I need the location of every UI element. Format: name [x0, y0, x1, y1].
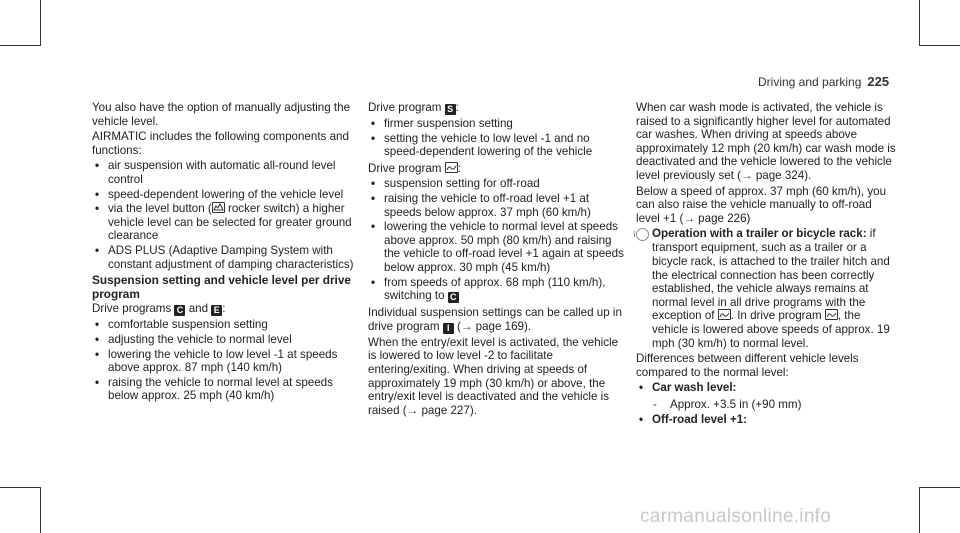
- crop-mark: [40, 0, 41, 46]
- column-2: [368, 101, 624, 419]
- crop-mark: [0, 45, 41, 46]
- list-item: • ADS PLUS (Adaptive Damping System with constant adjustment of damping characteristics): [92, 244, 354, 271]
- components-list: [92, 159, 354, 271]
- list-item: • via the level button ( rocker switch) a higher vehicle level can be selected for greater ground clearance: [92, 202, 354, 243]
- crop-mark: [40, 487, 41, 533]
- comfort-key-icon: C: [174, 305, 185, 316]
- sport-program-line: Drive program S :: [368, 101, 459, 114]
- sport-key-icon: S: [445, 104, 456, 115]
- carwash-value-list: [636, 398, 898, 412]
- list-item: • Car wash level:: [636, 381, 898, 395]
- crop-mark: [919, 0, 920, 46]
- individual-paragraph: Individual suspension settings can be called up in drive program I (→ page 169).: [368, 306, 622, 333]
- drive-programs-line: Drive programs C and E :: [92, 302, 226, 316]
- list-item: • raising the vehicle to off-road level +1 at speeds below approx. 37 mph (60 km/h): [368, 192, 624, 219]
- list-item: • comfortable suspension setting: [92, 318, 354, 332]
- offroad-program-line: Drive program :: [368, 161, 461, 175]
- eco-key-icon: E: [211, 305, 222, 316]
- level-button-icon: [212, 202, 225, 213]
- comfort-key-icon: C: [448, 292, 459, 303]
- list-item: • setting the vehicle to low level -1 and no speed-dependent lowering of the vehicle: [368, 132, 624, 159]
- offroad-icon: [718, 309, 731, 320]
- offroad-icon: [825, 309, 838, 320]
- section-title: Driving and parking: [758, 75, 862, 89]
- info-icon: i: [636, 228, 649, 241]
- list-item: • lowering the vehicle to low level -1 at speeds above approx. 87 mph (140 km/h): [92, 348, 354, 375]
- levels-list: [636, 381, 898, 395]
- offroad-icon: [445, 162, 458, 173]
- crop-mark: [0, 487, 41, 488]
- crop-mark: [919, 487, 920, 533]
- list-item: • suspension setting for off-road: [368, 177, 624, 191]
- differences-paragraph: Differences between different vehicle levels compared to the normal level:: [636, 352, 859, 379]
- column-3: [633, 101, 898, 430]
- section-heading: Suspension setting and vehicle level per drive program: [92, 273, 351, 301]
- components-intro: AIRMATIC includes the following components and functions:: [92, 130, 349, 157]
- list-item: • adjusting the vehicle to normal level: [92, 333, 354, 347]
- list-item: • Off-road level +1:: [636, 413, 898, 427]
- offroad-list: [368, 177, 624, 303]
- list-item: • air suspension with automatic all-round level control: [92, 159, 354, 186]
- comfort-eco-list: [92, 318, 354, 403]
- list-item: • speed-dependent lowering of the vehicle level: [92, 188, 354, 202]
- list-item: • lowering the vehicle to normal level at speeds above approx. 50 mph (80 km/h) and raising the vehicle to off-road level +1 again at speeds below approx. 30 mph (45 km/h): [368, 220, 624, 274]
- column-1: [92, 101, 354, 406]
- carwash-paragraph: When car wash mode is activated, the vehicle is raised to a significantly higher level for automated car washes. When driving at speeds above approximately 12 mph (20 km/h) car wash mode is deactivated and the vehicle lowered to the vehicle level previously set (→ page 324).: [636, 101, 896, 182]
- sport-list: [368, 117, 624, 159]
- crop-mark: [919, 487, 960, 488]
- individual-key-icon: I: [443, 323, 454, 334]
- page-number: 225: [867, 74, 890, 89]
- page-header: [758, 74, 954, 89]
- list-item: • firmer suspension setting: [368, 117, 624, 131]
- intro-paragraph: You also have the option of manually adjusting the vehicle level.: [92, 101, 351, 128]
- levels-list-2: [636, 413, 898, 427]
- list-item: • raising the vehicle to normal level at speeds below approx. 25 mph (40 km/h): [92, 376, 354, 403]
- list-item: - Approx. +3.5 in (+90 mm): [636, 398, 898, 412]
- crop-mark: [919, 45, 960, 46]
- watermark: carmanualsonline.info: [640, 506, 832, 527]
- below-speed-paragraph: Below a speed of approx. 37 mph (60 km/h), you can also raise the vehicle manually to off-road level +1 (→ page 226): [636, 184, 887, 225]
- list-item: • from speeds of approx. 68 mph (110 km/h), switching to C: [368, 276, 624, 304]
- trailer-note: i Operation with a trailer or bicycle rack: if transport equipment, such as a trailer or a bicycle rack, is attached to the trailer hitch and the electrical connection has been correctly established, the vehicle always remains at normal level in all drive programs with the exception of . In drive program , the vehicle is lowered above speeds of approx. 19 mph (30 km/h) to normal level.: [633, 227, 890, 350]
- entry-exit-paragraph: When the entry/exit level is activated, the vehicle is lowered to low level -2 to facilitate entering/exiting. When driving at speeds of approximately 19 mph (30 km/h) or above, the entry/exit level is deactivated and the vehicle is raised (→ page 227).: [368, 335, 619, 417]
